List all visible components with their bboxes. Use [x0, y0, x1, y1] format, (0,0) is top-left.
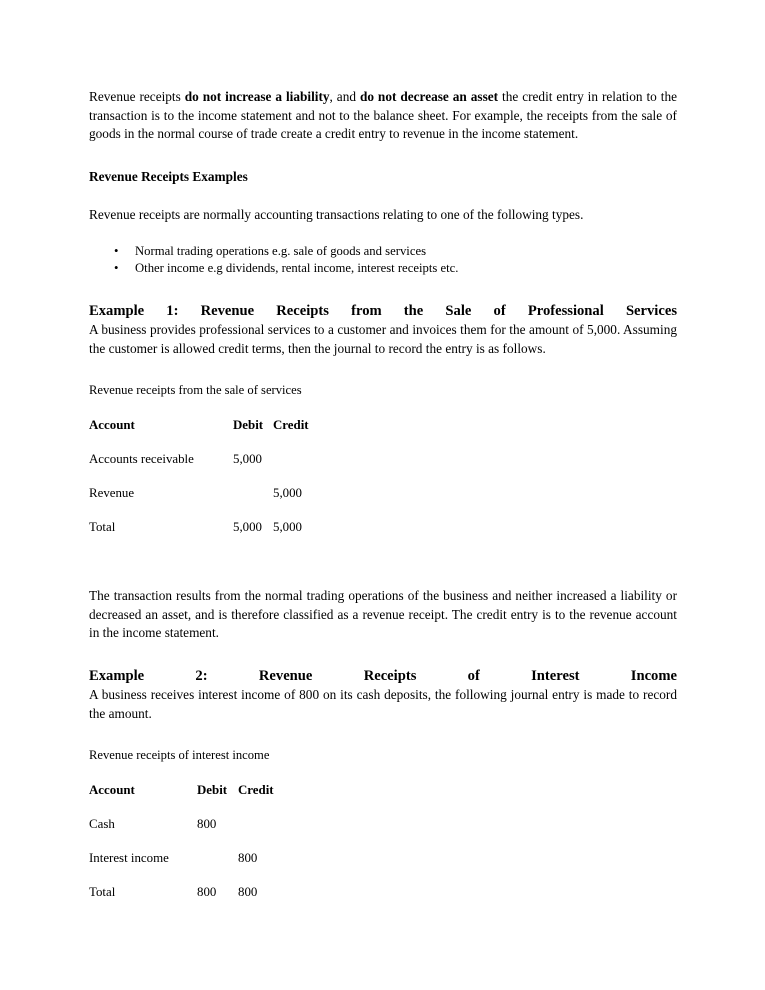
spacer: [89, 186, 677, 206]
cell-account: Accounts receivable: [89, 452, 194, 467]
cell-credit: 800: [238, 885, 258, 900]
intro-bold-asset: do not decrease an asset: [359, 89, 499, 104]
spacer: [89, 225, 677, 243]
cell-credit: 5,000: [273, 520, 303, 535]
list-item: [89, 260, 677, 278]
spacer: [89, 144, 677, 168]
table-header: [89, 417, 333, 451]
cell-account: Total: [89, 885, 116, 900]
section-heading-examples: Revenue Receipts Examples: [89, 168, 248, 184]
cell-debit: 5,000: [233, 520, 263, 535]
table-body: [89, 451, 333, 553]
cell-debit: [197, 850, 238, 884]
column-header-debit: Debit: [233, 418, 264, 433]
cell-account: Interest income: [89, 851, 169, 866]
cell-account: Total: [89, 520, 116, 535]
cell-credit: 5,000: [273, 486, 303, 501]
column-header-account: Account: [89, 783, 135, 798]
list-item-label: Normal trading operations e.g. sale of goods and services: [135, 243, 427, 258]
spacer: [89, 553, 677, 587]
column-header-credit: Credit: [238, 783, 274, 798]
example-2-paragraph: A business receives interest income of 800 on its cash deposits, the following journal entry is made to record the amount.: [89, 686, 677, 721]
spacer: [89, 764, 677, 782]
spacer: [89, 643, 677, 667]
intro-tail-text: the credit entry in relation to the transaction is to the income statement and not to the balance sheet. For example, the receipts from the sale of goods in the normal course of trade create a credit entry to revenue in the income statement.: [89, 89, 678, 142]
table-row: [89, 485, 333, 519]
bullet-point-icon: •: [114, 243, 119, 258]
spacer: [89, 358, 677, 382]
examples-intro-paragraph: Revenue receipts are normally accounting transactions relating to one of the following types.: [89, 207, 584, 223]
table-row: [89, 850, 298, 884]
example-1-table-caption: Revenue receipts from the sale of services: [89, 383, 302, 398]
spacer: [89, 399, 677, 417]
cell-credit: [273, 451, 333, 485]
example-1-paragraph: A business provides professional services to a customer and invoices them for the amount of 5,000. Assuming the customer is allowed credit terms, then the journal to record the entry is as follows.: [89, 321, 677, 356]
intro-paragraph: [89, 88, 677, 144]
cell-debit: 5,000: [233, 452, 263, 467]
intro-mid-text: , and: [329, 89, 360, 104]
table-body: [89, 816, 298, 918]
table-header: [89, 782, 298, 816]
spacer: [89, 278, 677, 302]
example-2-journal-table: [89, 782, 298, 918]
list-item: [89, 243, 677, 261]
table-header-row: [89, 782, 298, 816]
cell-credit: 800: [238, 851, 258, 866]
intro-lead-text: Revenue receipts: [89, 89, 185, 104]
table-row-total: [89, 519, 333, 553]
table-row: [89, 816, 298, 850]
example-1-journal-table: [89, 417, 333, 553]
column-header-credit: Credit: [273, 418, 309, 433]
table-header-row: [89, 417, 333, 451]
example-2-table-caption: Revenue receipts of interest income: [89, 748, 270, 763]
column-header-debit: Debit: [197, 783, 228, 798]
example-1-heading: Example 1: Revenue Receipts from the Sale of Professional Services: [89, 302, 677, 319]
cell-debit: [233, 485, 273, 519]
cell-account: Revenue: [89, 486, 135, 501]
intro-bold-liability: do not increase a liability: [184, 89, 330, 104]
table-row: [89, 451, 333, 485]
cell-debit: 800: [197, 817, 217, 832]
example-2-heading: Example 2: Revenue Receipts of Interest Income: [89, 667, 677, 684]
list-item-label: Other income e.g dividends, rental income, interest receipts etc.: [135, 261, 459, 276]
column-header-account: Account: [89, 418, 135, 433]
bullet-point-icon: •: [114, 261, 119, 276]
document-content: [89, 88, 677, 918]
cell-credit: [238, 816, 298, 850]
cell-debit: 800: [197, 885, 217, 900]
spacer: [89, 723, 677, 747]
revenue-receipt-types-list: [89, 243, 677, 278]
cell-account: Cash: [89, 817, 115, 832]
example-1-closing-paragraph: The transaction results from the normal trading operations of the business and neither increased a liability or decreased an asset, and is therefore classified as a revenue receipt. The credit entry is to the revenue account in the income statement.: [89, 588, 677, 641]
table-row-total: [89, 884, 298, 918]
